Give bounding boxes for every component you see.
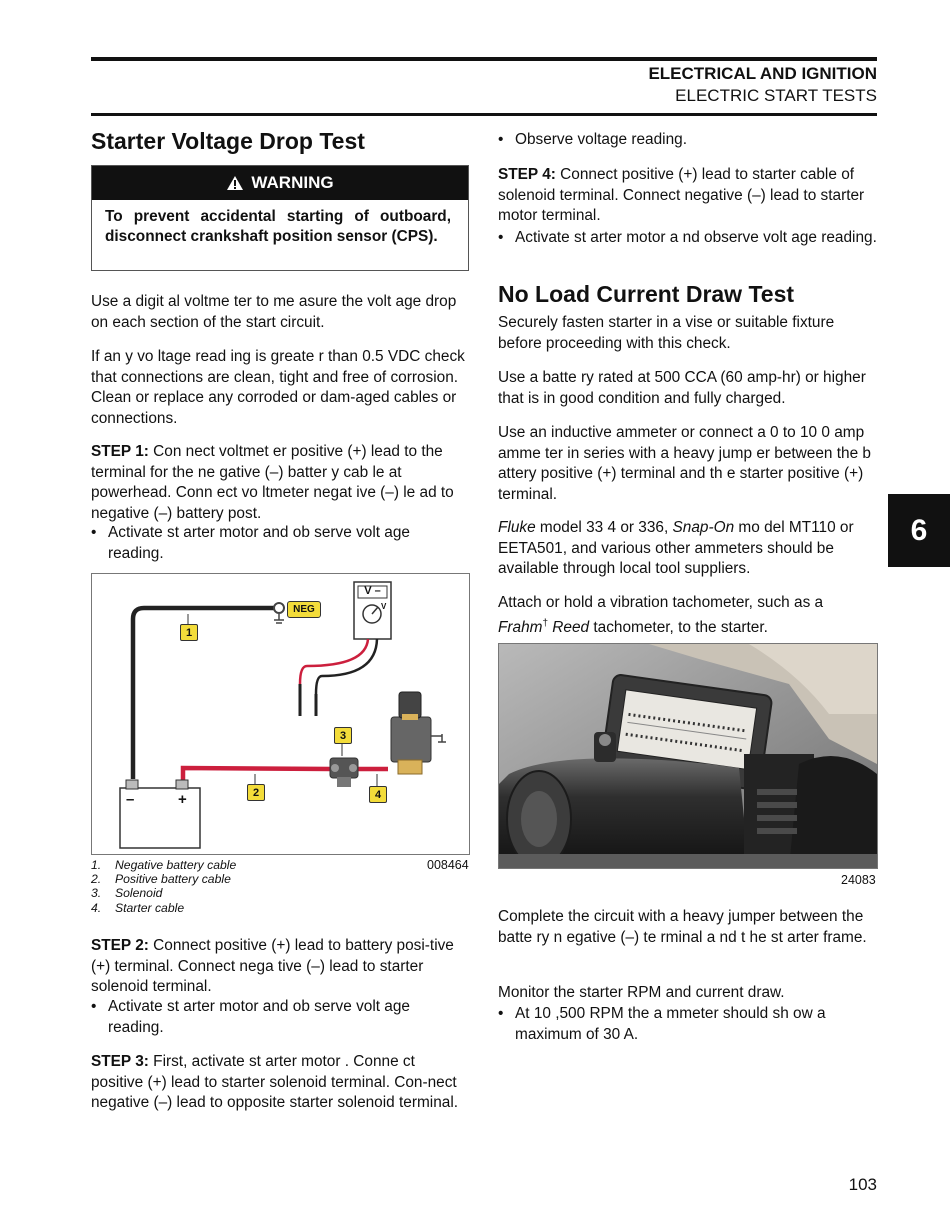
rpm-bullet: • At 10 ,500 RPM the a mmeter should sh ow a maximum of 30 A. (498, 1005, 826, 1043)
step4-text: Connect positive (+) lead to starter cable of solenoid terminal. Connect negative (–) lead to starter motor terminal. (498, 166, 865, 225)
header-bottom-rule (91, 113, 877, 116)
paragraph-complete-circuit: Complete the circuit with a heavy jumper between the batte ry n egative (–) te rminal a nd t he st arter frame. (498, 908, 867, 946)
step2-bullet-text: Activate st arter motor and ob serve volt age reading. (108, 998, 410, 1036)
step4-bullet: • Activate st arter motor a nd observe volt age reading. (498, 229, 877, 246)
brand-snap-on: Snap-On (672, 519, 735, 536)
tachometer-photo-svg (499, 644, 877, 868)
step3-label: STEP 3: (91, 1053, 149, 1070)
warning-icon (226, 175, 244, 191)
dagger-mark: † (542, 617, 549, 629)
header-subtitle: ELECTRIC START TESTS (675, 86, 877, 105)
paragraph-voltage-reading: If an y vo ltage read ing is greate r than 0.5 VDC check that connections are clean, tight and free of corrosion. Clean or replace any corroded or dam-aged cables or connections. (91, 348, 465, 427)
warning-label: WARNING (251, 173, 334, 192)
legend-item: 3. Solenoid (91, 886, 163, 901)
paragraph-battery-rating: Use a batte ry rated at 500 CCA (60 amp-hr) or higher that is in good condition and fully charged. (498, 369, 866, 407)
callout-4: 4 (369, 786, 387, 803)
step2-text: Connect positive (+) lead to battery posi-tive (+) terminal. Connect nega tive (–) lead to starter solenoid terminal. (91, 937, 454, 996)
header-title: ELECTRICAL AND IGNITION (648, 64, 877, 83)
neg-label: NEG (287, 601, 321, 618)
brand-reed: Reed (548, 618, 590, 636)
step1-label: STEP 1: (91, 443, 149, 460)
page-number: 103 (848, 1175, 877, 1194)
callout-1: 1 (180, 624, 198, 641)
warning-header (92, 166, 468, 200)
step1-bullet-text: Activate st arter motor and ob serve volt age reading. (108, 524, 410, 562)
step1-text: Con nect voltmet er positive (+) lead to the terminal for the ne gative (–) batter y cab le at powerhead. Conn ect vo ltmeter negat ive (–) le ad to negative (–) battery post. (91, 443, 454, 522)
callout-2: 2 (247, 784, 265, 801)
step3-paragraph (91, 1052, 469, 1114)
chapter-tab: 6 (888, 494, 950, 567)
step4-bullet-text: Activate st arter motor a nd observe volt age reading. (515, 229, 877, 246)
warning-text: To prevent accidental starting of outboard, disconnect crankshaft position sensor (CPS). (105, 208, 451, 246)
paragraph-monitor: Monitor the starter RPM and current draw. (498, 984, 785, 1001)
legend-item: 4. Starter cable (91, 900, 185, 915)
step4-paragraph (498, 165, 877, 227)
meter-label: V – (364, 585, 381, 597)
step3-text: First, activate st arter motor . Conne ct positive (+) lead to starter solenoid terminal. Con-nect negative (–) lead to opposite starter solenoid terminal. (91, 1053, 459, 1112)
meter-unit: V (381, 602, 387, 611)
wiring-diagram-svg (92, 574, 469, 854)
step2-label: STEP 2: (91, 937, 149, 954)
paragraph-fasten-starter: Securely fasten starter in a vise or suitable fixture before proceeding with this check. (498, 314, 835, 352)
step2-paragraph (91, 936, 469, 998)
step4-label: STEP 4: (498, 166, 556, 183)
legend-item: 1. Negative battery cable (91, 858, 237, 872)
header-top-rule (91, 57, 877, 61)
rpm-bullet-text: At 10 ,500 RPM the a mmeter should sh ow a maximum of 30 A. (515, 1005, 826, 1043)
brand-fluke: Fluke (498, 519, 536, 536)
wiring-diagram (91, 573, 470, 855)
section-heading-voltage-drop: Starter Voltage Drop Test (91, 128, 365, 154)
section-heading-current-draw: No Load Current Draw Test (498, 281, 795, 307)
observe-bullet: • Observe voltage reading. (498, 131, 687, 148)
paragraph-digital-voltmeter: Use a digit al voltme ter to me asure the volt age drop on each section of the start circuit. (91, 293, 457, 331)
photo-id: 24083 (841, 873, 876, 887)
step2-bullet: • Activate st arter motor and ob serve volt age reading. (91, 998, 410, 1036)
observe-bullet-text: Observe voltage reading. (515, 131, 687, 148)
figure-legend (91, 858, 391, 915)
tachometer-photo (498, 643, 878, 869)
paragraph-ammeter-models: Fluke model 33 4 or 336, Snap-On mo del MT110 or EETA501, and various other ammeters should be available through local tool suppliers. (498, 519, 854, 578)
battery-minus: – (126, 791, 135, 808)
step1-bullet: • Activate st arter motor and ob serve volt age reading. (91, 524, 410, 562)
legend-item: 2. Positive battery cable (91, 872, 231, 887)
brand-frahm: Frahm (498, 618, 543, 636)
callout-3: 3 (334, 727, 352, 744)
paragraph-ammeter: Use an inductive ammeter or connect a 0 to 10 0 amp amme ter in series with a heavy jump er between the b attery positive (+) terminal and th e starter positive (+) terminal. (498, 424, 871, 503)
battery-plus: + (178, 791, 187, 808)
warning-box (91, 165, 469, 271)
figure-id: 008464 (427, 858, 469, 872)
step1-paragraph (91, 442, 469, 524)
paragraph-tachometer: Attach or hold a vibration tachometer, such as a Frahm† Reed tachometer, to the starter. (498, 594, 824, 636)
